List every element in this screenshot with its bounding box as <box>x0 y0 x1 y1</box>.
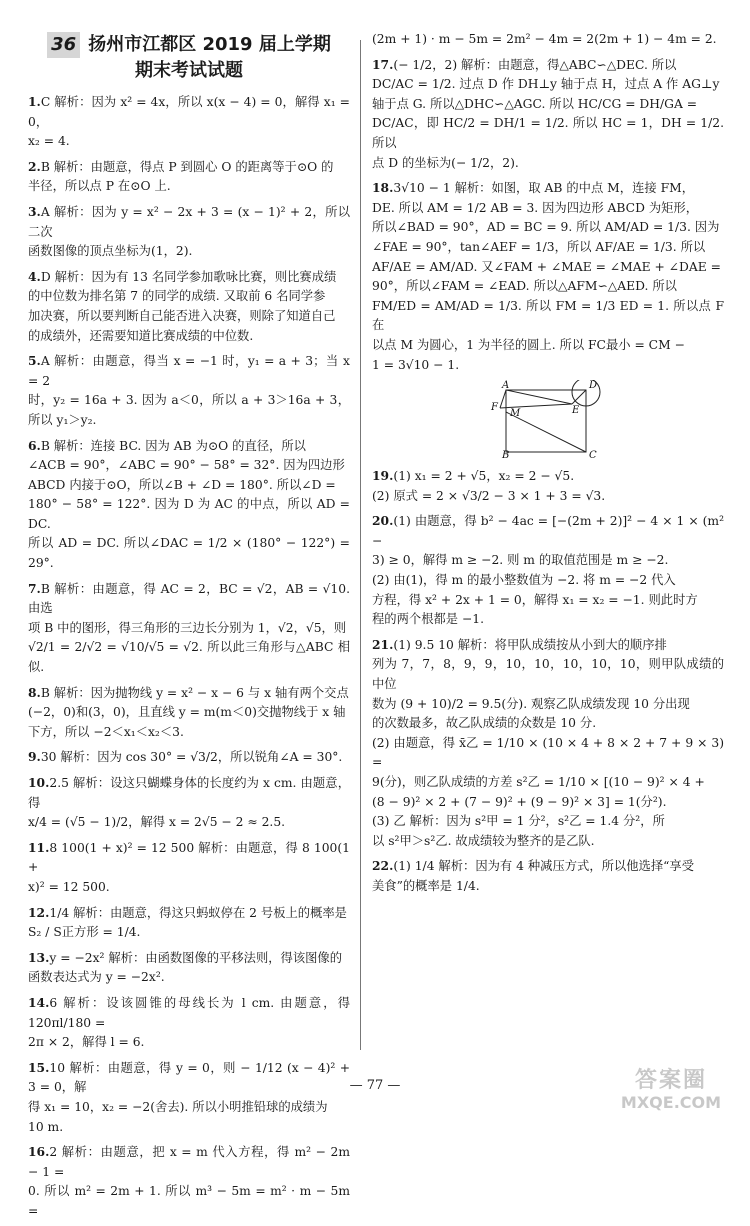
answer-item <box>372 511 724 630</box>
answer-line: 下方，所以 −2＜x₁＜x₂＜3. <box>28 724 184 739</box>
answer-line: (1) x₁ = 2 + √5，x₂ = 2 − √5. <box>393 469 575 484</box>
point-label: A <box>502 380 510 392</box>
answer-line: 点 D 的坐标为(− 1/2，2). <box>372 155 519 170</box>
answer-item <box>372 178 724 375</box>
answer-item <box>28 948 350 988</box>
answer-line: 以 s²甲＞s²乙. 故成绩较为整齐的是乙队. <box>372 833 595 848</box>
answer-line: 1/4 解析：由题意，得这只蚂蚁停在 2 号板上的概率是 <box>49 905 347 920</box>
answer-item <box>28 683 350 743</box>
segment-ed <box>572 390 586 404</box>
answer-line: 数为 (9 + 10)/2 = 9.5(分). 观察乙队成绩发现 10 分出现 <box>372 696 690 711</box>
answer-line: C 解析：因为 x² = 4x，所以 x(x − 4) = 0，解得 x₁ = 0， <box>28 95 350 129</box>
answer-line: 8 100(1 + x)² = 12 500 解析：由题意，得 8 100(1 + <box>28 840 350 875</box>
answer-line: B 解析：因为抛物线 y = x² − x − 6 与 x 轴有两个交点 <box>40 685 349 700</box>
answer-line: A 解析：由题意，得当 x = −1 时，y₁ = a + 3；当 x = 2 <box>28 354 350 388</box>
question-number: 10. <box>28 775 50 790</box>
answer-line: 9(分)，则乙队成绩的方差 s²乙 = 1/10 × [(10 − 9)² × 4 + <box>372 775 705 789</box>
answer-line: DE. 所以 AM = 1/2 AB = 3. 因为四边形 ABCD 为矩形， <box>372 200 699 215</box>
answer-line: S₂ / S正方形 = 1/4. <box>28 925 141 940</box>
answer-line: x/4 = (√5 − 1)/2，解得 x = 2√5 − 2 ≈ 2.5. <box>28 815 286 830</box>
answer-line: x₂ = 4. <box>28 134 70 149</box>
answer-line: DC/AC，即 HC/2 = DH/1 = 1/2. 所以 HC = 1，DH = 1/2. 所以 <box>372 116 724 150</box>
watermark-line2: MXQE.COM <box>620 1093 722 1112</box>
answer-line: (1) 9.5 10 解析：将甲队成绩按从小到大的顺序排 <box>393 637 667 652</box>
answer-line: (2) 由(1)，得 m 的最小整数值为 −2. 将 m = −2 代入 <box>372 573 676 588</box>
answer-item <box>28 1058 350 1137</box>
watermark-line1: 答案圈 <box>634 1068 707 1093</box>
answer-line: 程的两个根都是 −1. <box>372 612 485 627</box>
exam-number: 36 <box>47 32 80 58</box>
page-title <box>28 32 350 84</box>
answer-line: FM/ED = AM/AD = 1/3. 所以 FM = 1/3 ED = 1. 所以点 F 在 <box>372 298 724 333</box>
answer-line: 10 m. <box>28 1119 64 1134</box>
answer-line: 的中位数为排名第 7 的同学的成绩. 又取前 6 名同学参 <box>28 289 326 304</box>
question-number: 4. <box>28 268 41 284</box>
question-number: 22. <box>372 858 394 874</box>
question-number: 5. <box>28 353 41 369</box>
answer-line: 的次数最多，故乙队成绩的众数是 10 分. <box>372 716 597 731</box>
answer-line: 180° − 58° = 122°. 因为 D 为 AC 的中点，所以 AD = DC. <box>28 497 350 531</box>
question-number: 2. <box>28 158 41 174</box>
answer-line: (8 − 9)² × 2 + (7 − 9)² + (9 − 9)² × 3] = 1(分²). <box>372 794 667 809</box>
answer-line: 轴于点 G. 所以△DHC∽△AGC. 所以 HC/CG = DH/GA = <box>372 96 698 111</box>
segment-af <box>500 390 506 408</box>
answer-item <box>28 267 350 346</box>
answer-item <box>28 773 350 833</box>
answer-item <box>28 202 350 262</box>
answer-item <box>28 92 350 152</box>
point-label: B <box>502 450 510 461</box>
answer-line: (−2，0)和(3，0)，且直线 y = m(m＜0)交抛物线于 x 轴 <box>28 705 346 720</box>
title-line1: 扬州市江都区 2019 届上学期 <box>88 34 331 55</box>
answer-line: 3) ≥ 0，解得 m ≥ −2. 则 m 的取值范围是 m ≥ −2. <box>372 553 669 568</box>
question-number: 16. <box>28 1144 50 1160</box>
answer-line: ABCD 内接于⊙O，所以∠B + ∠D = 180°. 所以∠D = <box>28 477 336 492</box>
right-column <box>372 30 724 902</box>
answer-line: (− 1/2，2) 解析：由题意，得△ABC∽△DEC. 所以 <box>393 57 677 72</box>
answer-item <box>372 55 724 174</box>
answer-line: 30 解析：因为 cos 30° = √3/2，所以锐角∠A = 30°. <box>40 750 343 765</box>
watermark-logo <box>606 1068 736 1116</box>
answer-line: (2) 原式 = 2 × √3/2 − 3 × 1 + 3 = √3. <box>372 488 606 503</box>
point-label: M <box>510 408 521 420</box>
answer-line: 6 解析：设该圆锥的母线长为 l cm. 由题意，得 120πl/180 = <box>28 995 350 1030</box>
answer-line: 列为 7，7，8，9，9，10，10，10，10，10，则甲队成绩的中位 <box>372 657 724 692</box>
column-divider <box>360 40 361 1050</box>
answer-item <box>28 436 350 574</box>
answer-line: B 解析：由题意，得点 P 到圆心 O 的距离等于⊙O 的 <box>40 159 334 174</box>
question-number: 9. <box>28 749 41 765</box>
answer-item <box>28 838 350 898</box>
answer-line: (3) 乙 解析：因为 s²甲 = 1 分²，s²乙 = 1.4 分²，所 <box>372 814 665 829</box>
answer-line: B 解析：由题意，得 AC = 2，BC = √2，AB = √10. 由选 <box>28 581 350 616</box>
answer-line: B 解析：连接 BC. 因为 AB 为⊙O 的直径，所以 <box>40 438 306 453</box>
answer-line: 加决赛，所以要判断自己能否进入决赛，则除了知道自己 <box>28 308 336 323</box>
answer-line: 函数表达式为 y = −2x². <box>28 970 165 985</box>
answer-line: (2m + 1) · m − 5m = 2m² − 4m = 2(2m + 1) − 4m = 2. <box>372 32 717 46</box>
answer-line: 美食”的概率是 1/4. <box>372 878 480 893</box>
answer-line: (2) 由题意，得 x̄乙 = 1/10 × (10 × 4 + 8 × 2 + 7 + 9 × 3) = <box>372 735 724 770</box>
question-number: 3. <box>28 203 41 219</box>
point-label: C <box>589 450 597 461</box>
answer-item <box>372 30 724 50</box>
answer-line: 时，y₂ = 16a + 3. 因为 a＜0，所以 a + 3＞16a + 3，所以 y₁＞y₂. <box>28 393 350 427</box>
question-number: 15. <box>28 1059 50 1075</box>
point-label: F <box>491 402 498 414</box>
answer-item <box>28 157 350 197</box>
segment-ae <box>506 390 572 404</box>
question-number: 1. <box>28 94 41 109</box>
answer-line: 半径，所以点 P 在⊙O 上. <box>28 179 171 194</box>
question-number: 12. <box>28 904 50 920</box>
answer-line: 1 = 3√10 − 1. <box>372 357 460 372</box>
answer-line: 所以 AD = DC. 所以∠DAC = 1/2 × (180° − 122°) = 29°. <box>28 536 350 571</box>
page-number: — 77 — <box>349 1078 401 1093</box>
question-number: 11. <box>28 839 50 855</box>
question-number: 7. <box>28 580 41 596</box>
answer-line: 项 B 中的图形，得三角形的三边长分别为 1，√2，√5，则 <box>28 620 347 635</box>
answer-item <box>28 351 350 430</box>
answer-line: 方程，得 x² + 2x + 1 = 0，解得 x₁ = x₂ = −1. 则此时方 <box>372 592 698 607</box>
answer-line: 2.5 解析：设这只蝴蝶身体的长度约为 x cm. 由题意，得 <box>28 776 350 810</box>
geometry-figure <box>488 380 608 460</box>
answer-item <box>28 993 350 1053</box>
answer-line: 2π × 2，解得 l = 6. <box>28 1035 145 1050</box>
answer-item <box>28 1142 350 1221</box>
answer-line: 3√10 − 1 解析：如图，取 AB 的中点 M，连接 FM， <box>393 181 694 196</box>
answer-item <box>28 903 350 943</box>
answer-line: 的成绩外，还需要知道比赛成绩的中位数. <box>28 328 254 343</box>
answer-item <box>372 856 724 896</box>
answer-line: 0. 所以 m² = 2m + 1. 所以 m³ − 5m = m² · m − 5m = <box>28 1184 350 1218</box>
point-label: D <box>589 380 598 392</box>
question-number: 17. <box>372 56 394 72</box>
answer-line: (1) 由题意，得 b² − 4ac = [−(2m + 2)]² − 4 × 1 × (m² − <box>372 514 724 548</box>
answer-line: 得 x₁ = 10，x₂ = −2(舍去). 所以小明推铅球的成绩为 <box>28 1099 328 1114</box>
answer-line: ∠FAE = 90°，tan∠AEF = 1/3，所以 AF/AE = 1/3. 所以 <box>372 239 706 254</box>
left-column <box>28 30 350 1226</box>
answer-line: 90°，所以∠FAM = ∠EAD. 所以△AFM∽△AED. 所以 <box>372 279 677 294</box>
question-number: 19. <box>372 468 394 484</box>
answer-line: A 解析：因为 y = x² − 2x + 3 = (x − 1)² + 2，所以二次 <box>28 204 350 239</box>
question-number: 14. <box>28 994 50 1010</box>
answer-line: 2 解析：由题意，把 x = m 代入方程，得 m² − 2m − 1 = <box>28 1145 350 1179</box>
answer-line: DC/AC = 1/2. 过点 D 作 DH⊥y 轴于点 H，过点 A 作 AG⊥y <box>372 77 720 92</box>
answer-line: ∠ACB = 90°，∠ABC = 90° − 58° = 32°. 因为四边形 <box>28 458 345 473</box>
answer-line: √2/1 = 2/√2 = √10/√5 = √2. 所以此三角形与△ABC 相似. <box>28 640 350 675</box>
question-number: 18. <box>372 180 394 196</box>
answer-line: AF/AE = AM/AD. 又∠FAM + ∠MAE = ∠MAE + ∠DAE = <box>372 259 721 274</box>
answer-line: 函数图像的顶点坐标为(1，2). <box>28 244 193 259</box>
answer-line: x)² = 12 500. <box>28 879 110 894</box>
answer-item <box>372 635 724 852</box>
answer-line: 以点 M 为圆心，1 为半径的圆上. 所以 FC最小 = CM − <box>372 337 685 352</box>
left-answer-list <box>28 92 350 1221</box>
question-number: 6. <box>28 437 41 453</box>
answer-item <box>28 579 350 678</box>
answer-item <box>372 466 724 506</box>
answer-line: 10 解析：由题意，得 y = 0，则 − 1/12 (x − 4)² + 3 = 0，解 <box>28 1060 350 1095</box>
question-number: 21. <box>372 636 394 652</box>
point-label: E <box>572 405 580 417</box>
title-line2: 期末考试试题 <box>135 60 243 81</box>
question-number: 13. <box>28 949 50 965</box>
answer-line: y = −2x² 解析：由函数图像的平移法则，得该图像的 <box>49 950 343 965</box>
answer-line: (1) 1/4 解析：因为有 4 种减压方式，所以他选择“享受 <box>393 859 695 874</box>
answer-line: D 解析：因为有 13 名同学参加歌咏比赛，则比赛成绩 <box>40 269 337 284</box>
answer-line: 所以∠BAD = 90°，AD = BC = 9. 所以 AM/AD = 1/3. 因为 <box>372 220 720 235</box>
right-answer-list <box>372 30 724 897</box>
answer-item <box>28 747 350 768</box>
question-number: 8. <box>28 684 41 700</box>
question-number: 20. <box>372 513 394 529</box>
